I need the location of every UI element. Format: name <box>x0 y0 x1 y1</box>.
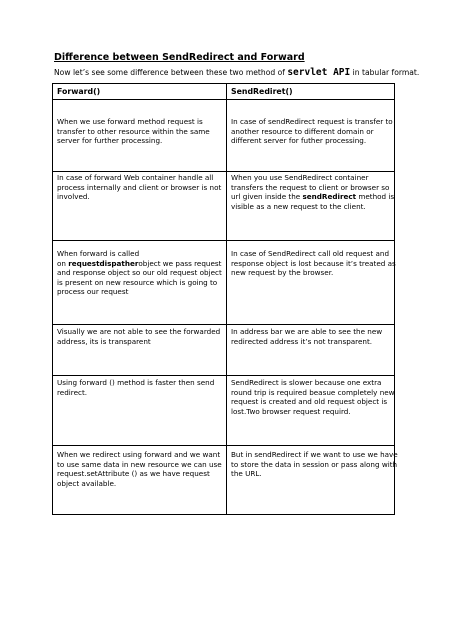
table-row <box>53 446 395 515</box>
cell-line: transfers the request to client or browser so <box>231 182 390 192</box>
cell-line: request.setAttribute () as we have request <box>57 469 210 479</box>
cell-line: In case of sendRedirect request is transfer to <box>231 117 393 126</box>
cell-line: Using forward () method is faster then send <box>57 378 215 387</box>
intro-text-start: Now let’s see some difference between these two method of <box>54 68 288 77</box>
redirect-cell <box>227 446 398 515</box>
cell-line: and response object so our old request object <box>57 268 222 278</box>
cell-line: to store the data in session or pass along with <box>231 459 398 469</box>
cell-line: Visually we are not able to see the forwarded <box>57 327 221 336</box>
cell-line: involved. <box>57 192 90 202</box>
intro-api-term: servlet API <box>287 67 351 78</box>
cell-line: When you use SendRedirect container <box>231 173 369 182</box>
forward-cell <box>53 325 227 376</box>
cell-line: server for further processing. <box>57 136 163 146</box>
text-span: method is <box>356 192 395 202</box>
cell-line: In address bar we are able to see the new <box>231 327 383 336</box>
text-span: object we pass request <box>138 258 222 268</box>
cell-line <box>57 259 223 269</box>
bold-term: requestdispather <box>68 258 139 268</box>
redirect-cell <box>227 172 395 241</box>
table-row <box>53 100 395 172</box>
cell-line <box>231 192 395 202</box>
bold-term: sendRedirect <box>302 192 357 202</box>
document-title: Difference between SendRedirect and Forward <box>54 52 305 63</box>
cell-line: In case of forward Web container handle all <box>57 173 214 182</box>
cell-line: SendRedirect is slower because one extra <box>231 378 382 387</box>
cell-line: visible as a new request to the client. <box>231 201 366 211</box>
cell-line: When forward is called <box>57 249 140 258</box>
text-span: on <box>57 258 69 268</box>
cell-line: response object is lost because it’s treated as <box>231 258 396 268</box>
cell-line: redirect. <box>57 387 88 397</box>
table-row <box>53 172 395 241</box>
table-row <box>53 376 395 446</box>
cell-line: When we use forward method request is <box>57 117 203 126</box>
cell-line: But in sendRedirect if we want to use we have <box>231 450 398 459</box>
redirect-cell <box>227 325 395 376</box>
cell-line: round trip is required beasue completely new <box>231 387 395 397</box>
cell-line: another resource to different domain or <box>231 126 374 136</box>
forward-cell <box>53 172 227 241</box>
intro-paragraph <box>54 67 419 78</box>
forward-cell <box>53 376 227 446</box>
cell-line: to use same data in new resource we can use <box>57 459 222 469</box>
forward-cell <box>53 446 227 515</box>
cell-line: In case of SendRedirect call old request and <box>231 249 390 258</box>
header-forward: Forward() <box>53 84 227 100</box>
forward-cell <box>53 100 227 172</box>
cell-line: process our request <box>57 287 129 297</box>
redirect-cell <box>227 376 395 446</box>
cell-line: address, its is transparent <box>57 336 151 346</box>
cell-line: the URL. <box>231 469 262 479</box>
forward-cell <box>53 241 227 325</box>
cell-line: is present on new resource which is going to <box>57 277 218 287</box>
cell-line: redirected address it’s not transparent. <box>231 336 373 346</box>
cell-line: new request by the browser. <box>231 268 334 278</box>
text-span: url given inside the <box>231 192 303 202</box>
cell-line: request is created and old request object is <box>231 397 388 407</box>
table-row <box>53 241 395 325</box>
cell-line: object available. <box>57 478 117 488</box>
cell-line: process internally and client or browser is not <box>57 182 222 192</box>
cell-line: When we redirect using forward and we want <box>57 450 221 459</box>
intro-text-end: in tabular format. <box>350 68 420 77</box>
redirect-cell <box>227 100 395 172</box>
table-row <box>53 325 395 376</box>
cell-line: lost.Two browser request requird. <box>231 406 351 416</box>
table-header-row <box>53 84 395 100</box>
redirect-cell <box>227 241 395 325</box>
cell-line: different server for futher processing. <box>231 136 367 146</box>
comparison-table <box>52 83 398 515</box>
header-sendredirect: SendRediret() <box>227 84 395 100</box>
cell-line: transfer to other resource within the same <box>57 126 210 136</box>
